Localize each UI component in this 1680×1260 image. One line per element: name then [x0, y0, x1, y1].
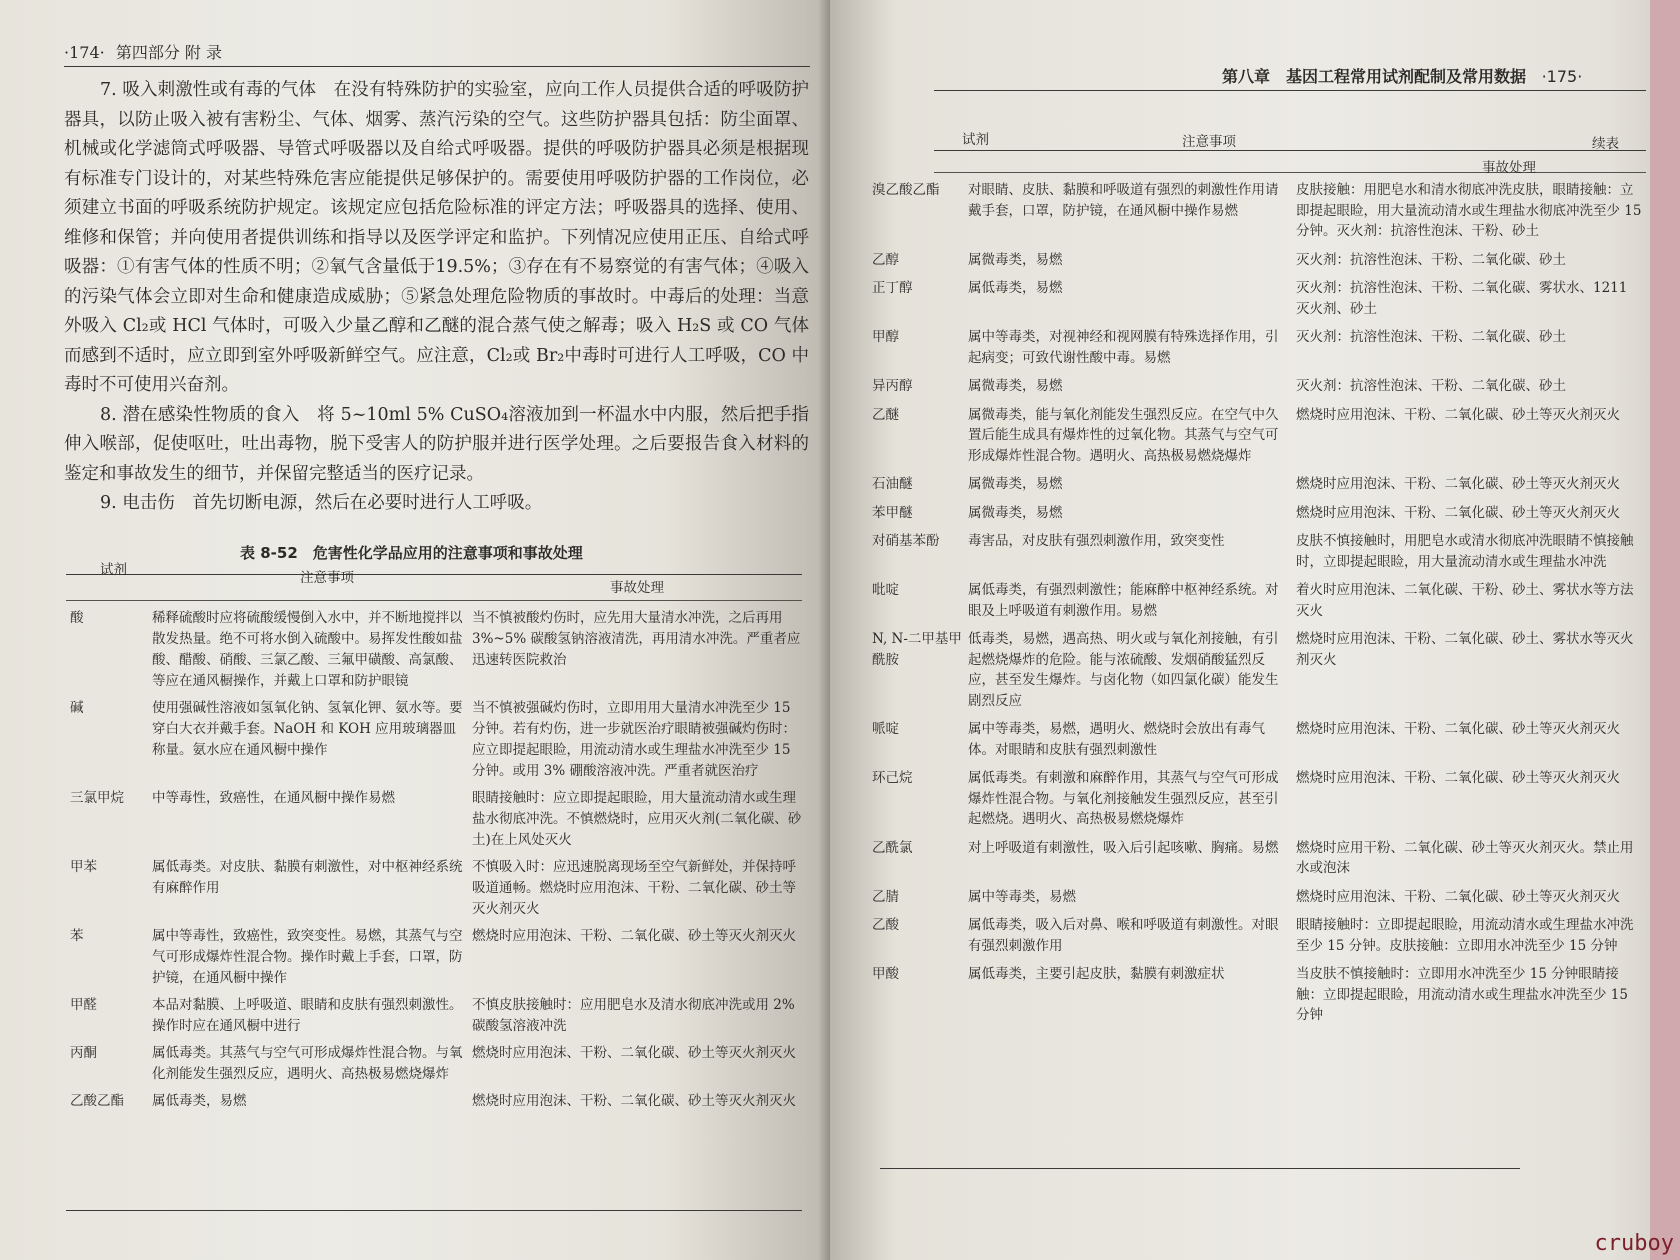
cell-precautions: 属低毒类。有刺激和麻醉作用，其蒸气与空气可形成爆炸性混合物。与氧化剂接触发生强烈反应，甚至引起燃烧。遇明火、高热极易燃烧爆炸 [968, 770, 1279, 827]
cell-handling: 灭火剂：抗溶性泡沫、干粉、二氧化碳、砂土 [1296, 329, 1566, 345]
table-row [872, 629, 1644, 711]
cell-handling: 燃烧时应用干粉、二氧化碳、砂土等灭火剂灭火。禁止用水或泡沫 [1296, 839, 1634, 876]
cell-handling: 燃烧时应用泡沫、干粉、二氧化碳、砂土等灭火剂灭火 [472, 1045, 796, 1061]
cell-handling: 不慎皮肤接触时：应用肥皂水及清水彻底冲洗或用 2% 碳酸氢溶液冲洗 [472, 997, 795, 1034]
cell-handling: 燃烧时应用泡沫、干粉、二氧化碳、砂土等灭火剂灭火 [1296, 888, 1620, 905]
header-reagent: 试剂 [100, 562, 127, 578]
left-header-rule [64, 66, 810, 67]
right-page-chapter: 第八章 基因工程常用试剂配制及常用数据 [1222, 67, 1527, 86]
cell-precautions: 中等毒性，致癌性，在通风橱中操作易燃 [152, 790, 395, 806]
cell-handling: 灭火剂：抗溶性泡沫、干粉、二氧化碳、雾状水、1211 灭火剂、砂土 [1296, 280, 1628, 317]
cell-reagent: 乙酸乙酯 [70, 1093, 124, 1109]
cell-handling: 燃烧时应用泡沫、干粉、二氧化碳、砂土等灭火剂灭火 [1296, 406, 1620, 423]
paragraph-8: 8. 潜在感染性物质的食入 将 5~10ml 5% CuSO₄溶液加到一杯温水中内服，然后把手指伸入喉部，促使呕吐，吐出毒物，脱下受害人的防护服并进行医学处理。之后要报告食入材料的鉴定和事故发生的细节，并保留完整适当的医疗记录。 [64, 404, 809, 484]
cell-precautions: 属微毒类，能与氧化剂能发生强烈反应。在空气中久置后能生成具有爆炸性的过氧化物。其蒸气与空气可形成爆炸性混合物。遇明火、高热极易燃烧爆炸 [968, 406, 1279, 464]
cell-precautions: 本品对黏膜、上呼吸道、眼睛和皮肤有强烈刺激性。操作时应在通风橱中进行 [152, 997, 463, 1034]
right-header-rule [934, 90, 1646, 91]
cell-reagent: 丙酮 [70, 1045, 97, 1061]
cell-handling: 眼睛接触时：立即提起眼睑，用流动清水或生理盐水冲洗至少 15 分钟。皮肤接触：立即用水冲洗至少 15 分钟 [1296, 917, 1634, 954]
table-row [872, 531, 1644, 572]
cell-precautions: 对眼睛、皮肤、黏膜和呼吸道有强烈的刺激性作用请戴手套，口罩，防护镜，在通风橱中操作易燃 [968, 182, 1279, 219]
cell-handling: 灭火剂：抗溶性泡沫、干粉、二氧化碳、砂土 [1296, 251, 1566, 268]
left-page-header [64, 40, 222, 63]
table-row [70, 788, 802, 851]
cell-reagent: 苯 [70, 928, 84, 944]
cell-precautions: 属低毒类，吸入后对鼻、喉和呼吸道有刺激性。对眼有强烈刺激作用 [968, 917, 1279, 954]
cell-handling: 燃烧时应用泡沫、干粉、二氧化碳、砂土等灭火剂灭火 [1296, 504, 1620, 521]
paragraph-9: 9. 电击伤 首先切断电源，然后在必要时进行人工呼吸。 [100, 493, 543, 513]
cell-handling: 不慎吸入时：应迅速脱离现场至空气新鲜处，并保持呼吸道通畅。燃烧时应用泡沫、干粉、二氧化碳、砂土等灭火剂灭火 [472, 859, 796, 917]
cell-precautions: 属中等毒类，对视神经和视网膜有特殊选择作用，引起病变；可致代谢性酸中毒。易燃 [968, 329, 1279, 366]
cell-handling: 眼睛接触时：应立即提起眼睑，用大量流动清水或生理盐水彻底冲洗。不慎燃烧时，应用灭火剂(二氧化碳、砂土)在上风处灭火 [472, 790, 802, 848]
header-precautions: 注意事项 [300, 570, 354, 586]
cell-precautions: 稀释硫酸时应将硫酸缓慢倒入水中，并不断地搅拌以散发热量。绝不可将水倒入硫酸中。易挥发性酸如盐酸、醋酸、硝酸、三氯乙酸、三氟甲磺酸、高氯酸、等应在通风橱操作，并戴上口罩和防护眼镜 [152, 610, 463, 689]
table-row [872, 768, 1644, 830]
paragraph-7: 7. 吸入刺激性或有毒的气体 在没有特殊防护的实验室，应向工作人员提供合适的呼吸防护器具，以防止吸入被有害粉尘、气体、烟雾、蒸汽污染的空气。这些防护器具包括：防尘面罩、机械或化学滤筒式呼吸器、导管式呼吸器以及自给式呼吸器。提供的呼吸防护器具必须是根据现有标准专门设计的，对某些特殊危害应能提供足够保护的。需要使用呼吸防护器的工作岗位，必须建立书面的呼吸系统防护规定。该规定应包括危险标准的评定方法；呼吸器具的选择、使用、维修和保管；并向使用者提供训练和指导以及医学评定和监护。下列情况应使用正压、自给式呼吸器：①有害气体的性质不明；②氧气含量低于19.5%；③存在有不易察觉的有害气体；④吸入的污染气体会立即对生命和健康造成威胁；⑤紧急处理危险物质的事故时。中毒后的处理：当意外吸入 Cl₂或 HCl 气体时，可吸入少量乙醇和乙醚的混合蒸气使之解毒；吸入 H₂S 或 CO 气体而感到不适时，应立即到室外呼吸新鲜空气。应注意，Cl₂或 Br₂中毒时可进行人工呼吸，CO 中毒时不可使用兴奋剂。 [64, 80, 809, 395]
cell-handling: 燃烧时应用泡沫、干粉、二氧化碳、砂土等灭火剂灭火 [1296, 476, 1620, 492]
cell-handling: 燃烧时应用泡沫、干粉、二氧化碳、砂土、雾状水等灭火剂灭火 [1296, 631, 1634, 668]
table-row [872, 964, 1644, 1026]
table-row [70, 857, 802, 920]
cell-precautions: 属低毒类，主要引起皮肤，黏膜有刺激症状 [968, 966, 1225, 982]
cell-reagent: 对硝基苯酚 [872, 533, 940, 549]
table-row [872, 580, 1644, 621]
cell-reagent: 异丙醇 [872, 378, 913, 394]
cell-reagent: 甲醇 [872, 329, 899, 345]
cell-reagent: 正丁醇 [872, 280, 913, 296]
left-table-bottom-rule [66, 1210, 802, 1211]
table-row [70, 1043, 802, 1085]
cell-reagent: 乙醚 [872, 406, 899, 423]
cell-precautions: 毒害品，对皮肤有强烈刺激作用，致突变性 [968, 533, 1225, 549]
right-table-header [872, 120, 1644, 180]
right-table-bottom-rule [880, 1168, 1520, 1169]
cell-reagent: 乙醇 [872, 251, 899, 268]
table-row [872, 887, 1644, 908]
cell-reagent: 甲酸 [872, 966, 899, 982]
cell-precautions: 属低毒类，易燃 [152, 1093, 247, 1109]
table-row [872, 327, 1644, 368]
cell-handling: 燃烧时应用泡沫、干粉、二氧化碳、砂土等灭火剂灭火 [472, 1093, 796, 1109]
cell-precautions: 属中等毒性，致癌性，致突变性。易燃，其蒸气与空气可形成爆炸性混合物。操作时戴上手套，口罩，防护镜，在通风橱中操作 [152, 928, 463, 986]
cell-precautions: 对上呼吸道有刺激性，吸入后引起咳嗽、胸痛。易燃 [968, 839, 1279, 856]
cell-handling: 燃烧时应用泡沫、干粉、二氧化碳、砂土等灭火剂灭火 [1296, 770, 1620, 786]
table-row [872, 180, 1644, 242]
header-precautions: 注意事项 [1182, 134, 1236, 150]
cell-precautions: 低毒类，易燃，遇高热、明火或与氧化剂接触，有引起燃烧爆炸的危险。能与浓硫酸、发烟硝酸猛烈反应，甚至发生爆炸。与卤化物（如四氯化碳）能发生剧烈反应 [968, 631, 1279, 709]
cell-reagent: 甲醛 [70, 997, 97, 1013]
table-row [872, 474, 1644, 495]
cell-reagent: 碱 [70, 700, 84, 716]
cell-reagent: 乙酸 [872, 917, 899, 933]
cell-handling: 燃烧时应用泡沫、干粉、二氧化碳、砂土等灭火剂灭火 [472, 928, 796, 944]
table-row [872, 719, 1644, 760]
cell-precautions: 属低毒类。其蒸气与空气可形成爆炸性混合物。与氧化剂能发生强烈反应，遇明火、高热极易燃烧爆炸 [152, 1045, 463, 1082]
watermark: cruboy [1594, 1231, 1674, 1256]
table-row [872, 915, 1644, 956]
cell-reagent: 苯甲醚 [872, 504, 913, 521]
left-page-section: 第四部分 附 录 [115, 43, 222, 62]
cell-precautions: 属中等毒类，易燃 [968, 888, 1076, 905]
continued-label: 续表 [1592, 136, 1619, 152]
cell-precautions: 属低毒类，易燃 [968, 280, 1063, 296]
table-row [70, 698, 802, 782]
cell-handling: 皮肤接触：用肥皂水和清水彻底冲洗皮肤，眼睛接触：立即提起眼睑，用大量流动清水或生理盐水彻底冲洗至少 15 分钟。灭火剂：抗溶性泡沫、干粉、砂土 [1296, 182, 1642, 239]
left-table-header [70, 560, 802, 608]
cell-reagent: N, N-二甲基甲酰胺 [872, 631, 962, 668]
cell-reagent: 溴乙酸乙酯 [872, 182, 940, 198]
left-hazard-table [70, 560, 802, 1118]
left-page-number: ·174· [64, 43, 105, 62]
cell-handling: 着火时应用泡沫、二氧化碳、干粉、砂土、雾状水等方法灭火 [1296, 582, 1634, 619]
table-row [872, 278, 1644, 319]
table-row [70, 995, 802, 1037]
cell-precautions: 属中等毒类，易燃，遇明火、燃烧时会放出有毒气体。对眼睛和皮肤有强烈刺激性 [968, 721, 1265, 758]
cell-reagent: 三氯甲烷 [70, 790, 124, 806]
table-row [872, 503, 1644, 524]
cell-handling: 当不慎被酸灼伤时，应先用大量清水冲洗，之后再用 3%~5% 碳酸氢钠溶液清洗，再用清水冲洗。严重者应迅速转医院救治 [472, 610, 801, 668]
left-body-text [64, 76, 809, 519]
header-accident-handling: 事故处理 [1482, 160, 1536, 176]
right-hazard-table [872, 120, 1644, 1034]
header-accident-handling: 事故处理 [610, 580, 664, 596]
cell-reagent: 环己烷 [872, 770, 913, 786]
right-page-number: ·175· [1541, 67, 1583, 86]
cell-handling: 当皮肤不慎接触时：立即用水冲洗至少 15 分钟眼睛接触：立即提起眼睑，用流动清水或生理盐水冲洗至少 15 分钟 [1296, 966, 1628, 1023]
cell-precautions: 使用强碱性溶液如氢氧化钠、氢氧化钾、氨水等。要穿白大衣并戴手套。NaOH 和 KOH 应用玻璃器皿称量。氨水应在通风橱中操作 [152, 700, 463, 758]
table-row [70, 608, 802, 692]
cell-precautions: 属微毒类，易燃 [968, 378, 1063, 394]
cell-handling: 当不慎被强碱灼伤时，立即用用大量清水冲洗至少 15 分钟。若有灼伤，进一步就医治疗眼睛被强碱灼伤时：应立即提起眼睑，用流动清水或生理盐水冲洗至少 15 分钟。或用 3% 硼酸溶液冲洗。严重者就医治疗 [472, 700, 796, 779]
table-row [70, 1091, 802, 1112]
table-row [70, 926, 802, 989]
table-row [872, 838, 1644, 879]
cell-handling: 皮肤不慎接触时，用肥皂水或清水彻底冲洗眼睛不慎接触时，立即提起眼睑，用大量流动清水或生理盐水冲洗 [1296, 533, 1634, 570]
header-reagent: 试剂 [962, 132, 989, 148]
cell-reagent: 吡啶 [872, 582, 899, 598]
cell-reagent: 乙酰氯 [872, 839, 913, 856]
cell-reagent: 酸 [70, 610, 84, 626]
cell-precautions: 属微毒类，易燃 [968, 504, 1063, 521]
cell-precautions: 属低毒类。对皮肤、黏膜有刺激性，对中枢神经系统有麻醉作用 [152, 859, 463, 896]
right-page-header [1222, 64, 1582, 87]
cell-handling: 燃烧时应用泡沫、干粉、二氧化碳、砂土等灭火剂灭火 [1296, 721, 1620, 737]
cell-reagent: 乙腈 [872, 888, 899, 905]
table-row [872, 250, 1644, 271]
table-row [872, 376, 1644, 397]
cell-precautions: 属微毒类，易燃 [968, 476, 1063, 492]
cell-reagent: 甲苯 [70, 859, 97, 875]
cell-precautions: 属低毒类，有强烈刺激性；能麻醉中枢神经系统。对眼及上呼吸道有刺激作用。易燃 [968, 582, 1279, 619]
cell-reagent: 石油醚 [872, 476, 913, 492]
cell-reagent: 哌啶 [872, 721, 899, 737]
cell-handling: 灭火剂：抗溶性泡沫、干粉、二氧化碳、砂土 [1296, 378, 1566, 394]
table-caption: 表 8-52 危害性化学品应用的注意事项和事故处理 [240, 544, 583, 562]
left-page [0, 0, 830, 1260]
cell-precautions: 属微毒类，易燃 [968, 251, 1063, 268]
table-row [872, 405, 1644, 467]
